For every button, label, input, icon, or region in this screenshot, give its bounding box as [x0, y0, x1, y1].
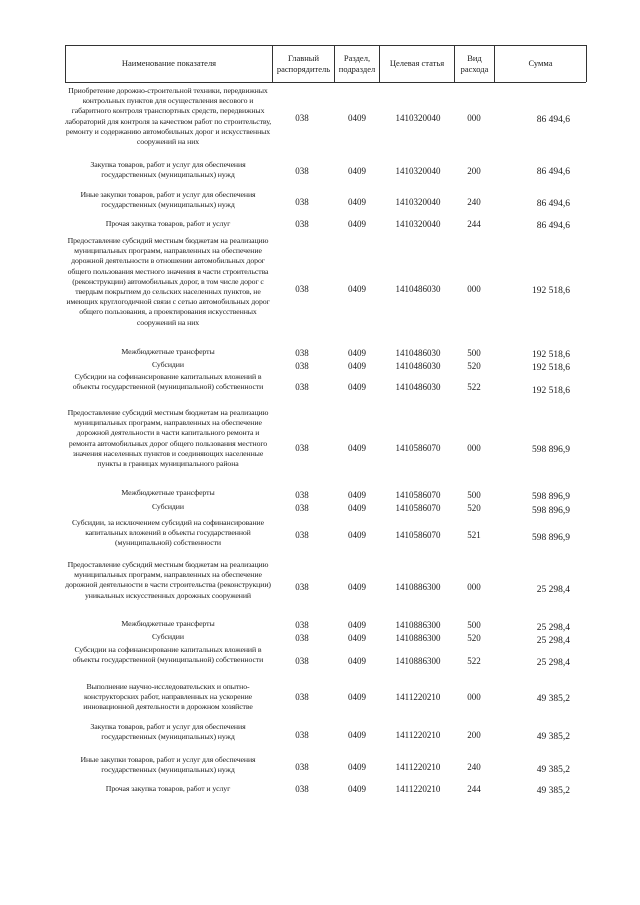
row-cs: 1410586070	[395, 503, 441, 513]
row-name: Иные закупки товаров, работ и услуг для обеспечения государственных (муниципальных) нужд	[80, 190, 256, 210]
row-sum: 598 896,9	[532, 533, 570, 543]
row-vr: 000	[467, 113, 481, 123]
row-gr: 038	[295, 382, 309, 392]
row-cs: 1410886300	[395, 582, 441, 592]
row-rp: 0409	[348, 692, 366, 702]
row-vr: 522	[467, 382, 481, 392]
row-cs: 1410486030	[395, 284, 441, 294]
row-sum: 86 494,6	[536, 167, 570, 177]
row-sum: 49 385,2	[536, 786, 570, 796]
row-cs: 1411220210	[395, 730, 441, 740]
row-cs: 1411220210	[395, 784, 441, 794]
row-cs: 1410886300	[395, 633, 441, 643]
row-rp: 0409	[348, 219, 366, 229]
row-rp: 0409	[348, 166, 366, 176]
row-vr: 520	[467, 361, 481, 371]
row-sum: 25 298,4	[536, 636, 570, 646]
row-rp: 0409	[348, 582, 366, 592]
row-vr: 240	[467, 762, 481, 772]
row-gr: 038	[295, 113, 309, 123]
row-gr: 038	[295, 633, 309, 643]
row-vr: 000	[467, 284, 481, 294]
row-cs: 1410586070	[395, 443, 441, 453]
row-sum: 192 518,6	[532, 350, 570, 360]
row-gr: 038	[295, 166, 309, 176]
row-name: Прочая закупка товаров, работ и услуг	[105, 784, 231, 793]
row-sum: 598 896,9	[532, 492, 570, 502]
row-gr: 038	[295, 361, 309, 371]
row-vr: 000	[467, 443, 481, 453]
header-cs: Целевая статья	[389, 58, 445, 68]
row-rp: 0409	[348, 443, 366, 453]
row-gr: 038	[295, 692, 309, 702]
row-vr: 000	[467, 582, 481, 592]
row-sum: 192 518,6	[532, 363, 570, 373]
row-rp: 0409	[348, 784, 366, 794]
row-sum: 86 494,6	[536, 221, 570, 231]
row-name: Приобретение дорожно-строительной техники, передвижных контрольных пунктов для осуществления весового и габаритного контроля транспортных средств, передвижных лабораторий для контроля за качеством работ по строительству, ремонту и содержанию автомобильных дорог и искусственных сооружений на них	[64, 86, 272, 147]
row-vr: 521	[467, 530, 481, 540]
row-vr: 244	[467, 784, 481, 794]
row-name: Закупка товаров, работ и услуг для обеспечения государственных (муниципальных) нужд	[90, 160, 246, 180]
row-cs: 1410320040	[395, 197, 441, 207]
row-sum: 598 896,9	[532, 445, 570, 455]
row-name: Прочая закупка товаров, работ и услуг	[105, 219, 231, 228]
row-gr: 038	[295, 443, 309, 453]
row-name: Иные закупки товаров, работ и услуг для обеспечения государственных (муниципальных) нужд	[80, 755, 256, 775]
row-rp: 0409	[348, 620, 366, 630]
row-vr: 244	[467, 219, 481, 229]
row-cs: 1410586070	[395, 490, 441, 500]
row-sum: 25 298,4	[536, 585, 570, 595]
header-name: Наименование показателя	[121, 58, 217, 68]
row-name: Предоставление субсидий местным бюджетам на реализацию муниципальных программ, направленных на обеспечение дорожной деятельности в части строительства (реконструкции) уникальных искусственных дорожных сооружений	[65, 560, 271, 600]
row-cs: 1410586070	[395, 530, 441, 540]
row-name: Предоставление субсидий местным бюджетам на реализацию муниципальных программ, направленных на обеспечение дорожной деятельности в отношении автомобильных дорог общего пользования местного значения в части строительства (реконструкции) автомобильных дорог, в том числе дорог с твердым покрытием до сельских населенных пунктов, не имеющих круглогодичной связи с сетью автомобильных дорог общего пользования, а проектирования искусственных сооружений на них	[66, 236, 270, 327]
row-cs: 1410486030	[395, 382, 441, 392]
row-cs: 1410886300	[395, 620, 441, 630]
row-vr: 000	[467, 692, 481, 702]
row-name: Субсидии	[152, 632, 184, 641]
row-vr: 520	[467, 503, 481, 513]
row-gr: 038	[295, 762, 309, 772]
row-gr: 038	[295, 490, 309, 500]
row-sum: 25 298,4	[536, 658, 570, 668]
row-vr: 200	[467, 730, 481, 740]
row-cs: 1410486030	[395, 348, 441, 358]
header-vr: Вид расхода	[460, 52, 489, 74]
row-name: Субсидии на софинансирование капитальных вложений в объекты государственной (муниципальной) собственности	[72, 645, 264, 665]
row-rp: 0409	[348, 197, 366, 207]
row-rp: 0409	[348, 348, 366, 358]
row-vr: 500	[467, 348, 481, 358]
row-vr: 500	[467, 490, 481, 500]
row-sum: 49 385,2	[536, 694, 570, 704]
row-name: Межбюджетные трансферты	[121, 488, 215, 497]
row-vr: 500	[467, 620, 481, 630]
row-rp: 0409	[348, 490, 366, 500]
row-vr: 240	[467, 197, 481, 207]
row-rp: 0409	[348, 656, 366, 666]
row-rp: 0409	[348, 284, 366, 294]
row-sum: 192 518,6	[532, 386, 570, 396]
row-name: Субсидии на софинансирование капитальных вложений в объекты государственной (муниципальной) собственности	[72, 372, 264, 392]
row-sum: 86 494,6	[536, 199, 570, 209]
row-cs: 1410486030	[395, 361, 441, 371]
row-cs: 1411220210	[395, 762, 441, 772]
row-gr: 038	[295, 582, 309, 592]
row-rp: 0409	[348, 113, 366, 123]
row-gr: 038	[295, 503, 309, 513]
row-name: Закупка товаров, работ и услуг для обеспечения государственных (муниципальных) нужд	[90, 722, 246, 742]
row-sum: 49 385,2	[536, 732, 570, 742]
header-sum: Сумма	[528, 58, 553, 68]
row-gr: 038	[295, 620, 309, 630]
row-name: Межбюджетные трансферты	[121, 347, 215, 356]
row-cs: 1410320040	[395, 219, 441, 229]
row-gr: 038	[295, 284, 309, 294]
row-gr: 038	[295, 730, 309, 740]
row-vr: 520	[467, 633, 481, 643]
row-gr: 038	[295, 656, 309, 666]
row-rp: 0409	[348, 730, 366, 740]
row-name: Предоставление субсидий местным бюджетам на реализацию муниципальных программ, направленных на обеспечение дорожной деятельности в части капитального ремонта и ремонта автомобильных дорог общего пользования местного значения населенных пунктов и соединяющих населенные пункты в границах муниципального района	[67, 408, 269, 469]
row-rp: 0409	[348, 530, 366, 540]
header-rp: Раздел, подраздел	[338, 52, 376, 74]
row-gr: 038	[295, 197, 309, 207]
row-sum: 25 298,4	[536, 623, 570, 633]
row-cs: 1411220210	[395, 692, 441, 702]
row-cs: 1410320040	[395, 166, 441, 176]
row-rp: 0409	[348, 633, 366, 643]
header-divider	[586, 45, 587, 82]
row-sum: 86 494,6	[536, 115, 570, 125]
row-gr: 038	[295, 348, 309, 358]
row-name: Субсидии	[152, 502, 184, 511]
row-gr: 038	[295, 219, 309, 229]
row-name: Субсидии	[152, 360, 184, 369]
row-cs: 1410886300	[395, 656, 441, 666]
row-rp: 0409	[348, 361, 366, 371]
row-gr: 038	[295, 784, 309, 794]
row-sum: 49 385,2	[536, 765, 570, 775]
row-vr: 200	[467, 166, 481, 176]
row-rp: 0409	[348, 762, 366, 772]
header-gr: Главный распорядитель	[276, 52, 331, 74]
header-bottom-border	[65, 82, 586, 83]
row-vr: 522	[467, 656, 481, 666]
row-sum: 598 896,9	[532, 506, 570, 516]
row-gr: 038	[295, 530, 309, 540]
row-rp: 0409	[348, 382, 366, 392]
row-name: Выполнение научно-исследовательских и опытно-конструкторских работ, направленных на ускорение инновационной деятельности в дорожном хозяйстве	[83, 682, 253, 712]
row-name: Субсидии, за исключением субсидий на софинансирование капитальных вложений в объекты государственной (муниципальной) собственности	[72, 518, 264, 548]
row-rp: 0409	[348, 503, 366, 513]
row-name: Межбюджетные трансферты	[121, 619, 215, 628]
row-cs: 1410320040	[395, 113, 441, 123]
row-sum: 192 518,6	[532, 286, 570, 296]
